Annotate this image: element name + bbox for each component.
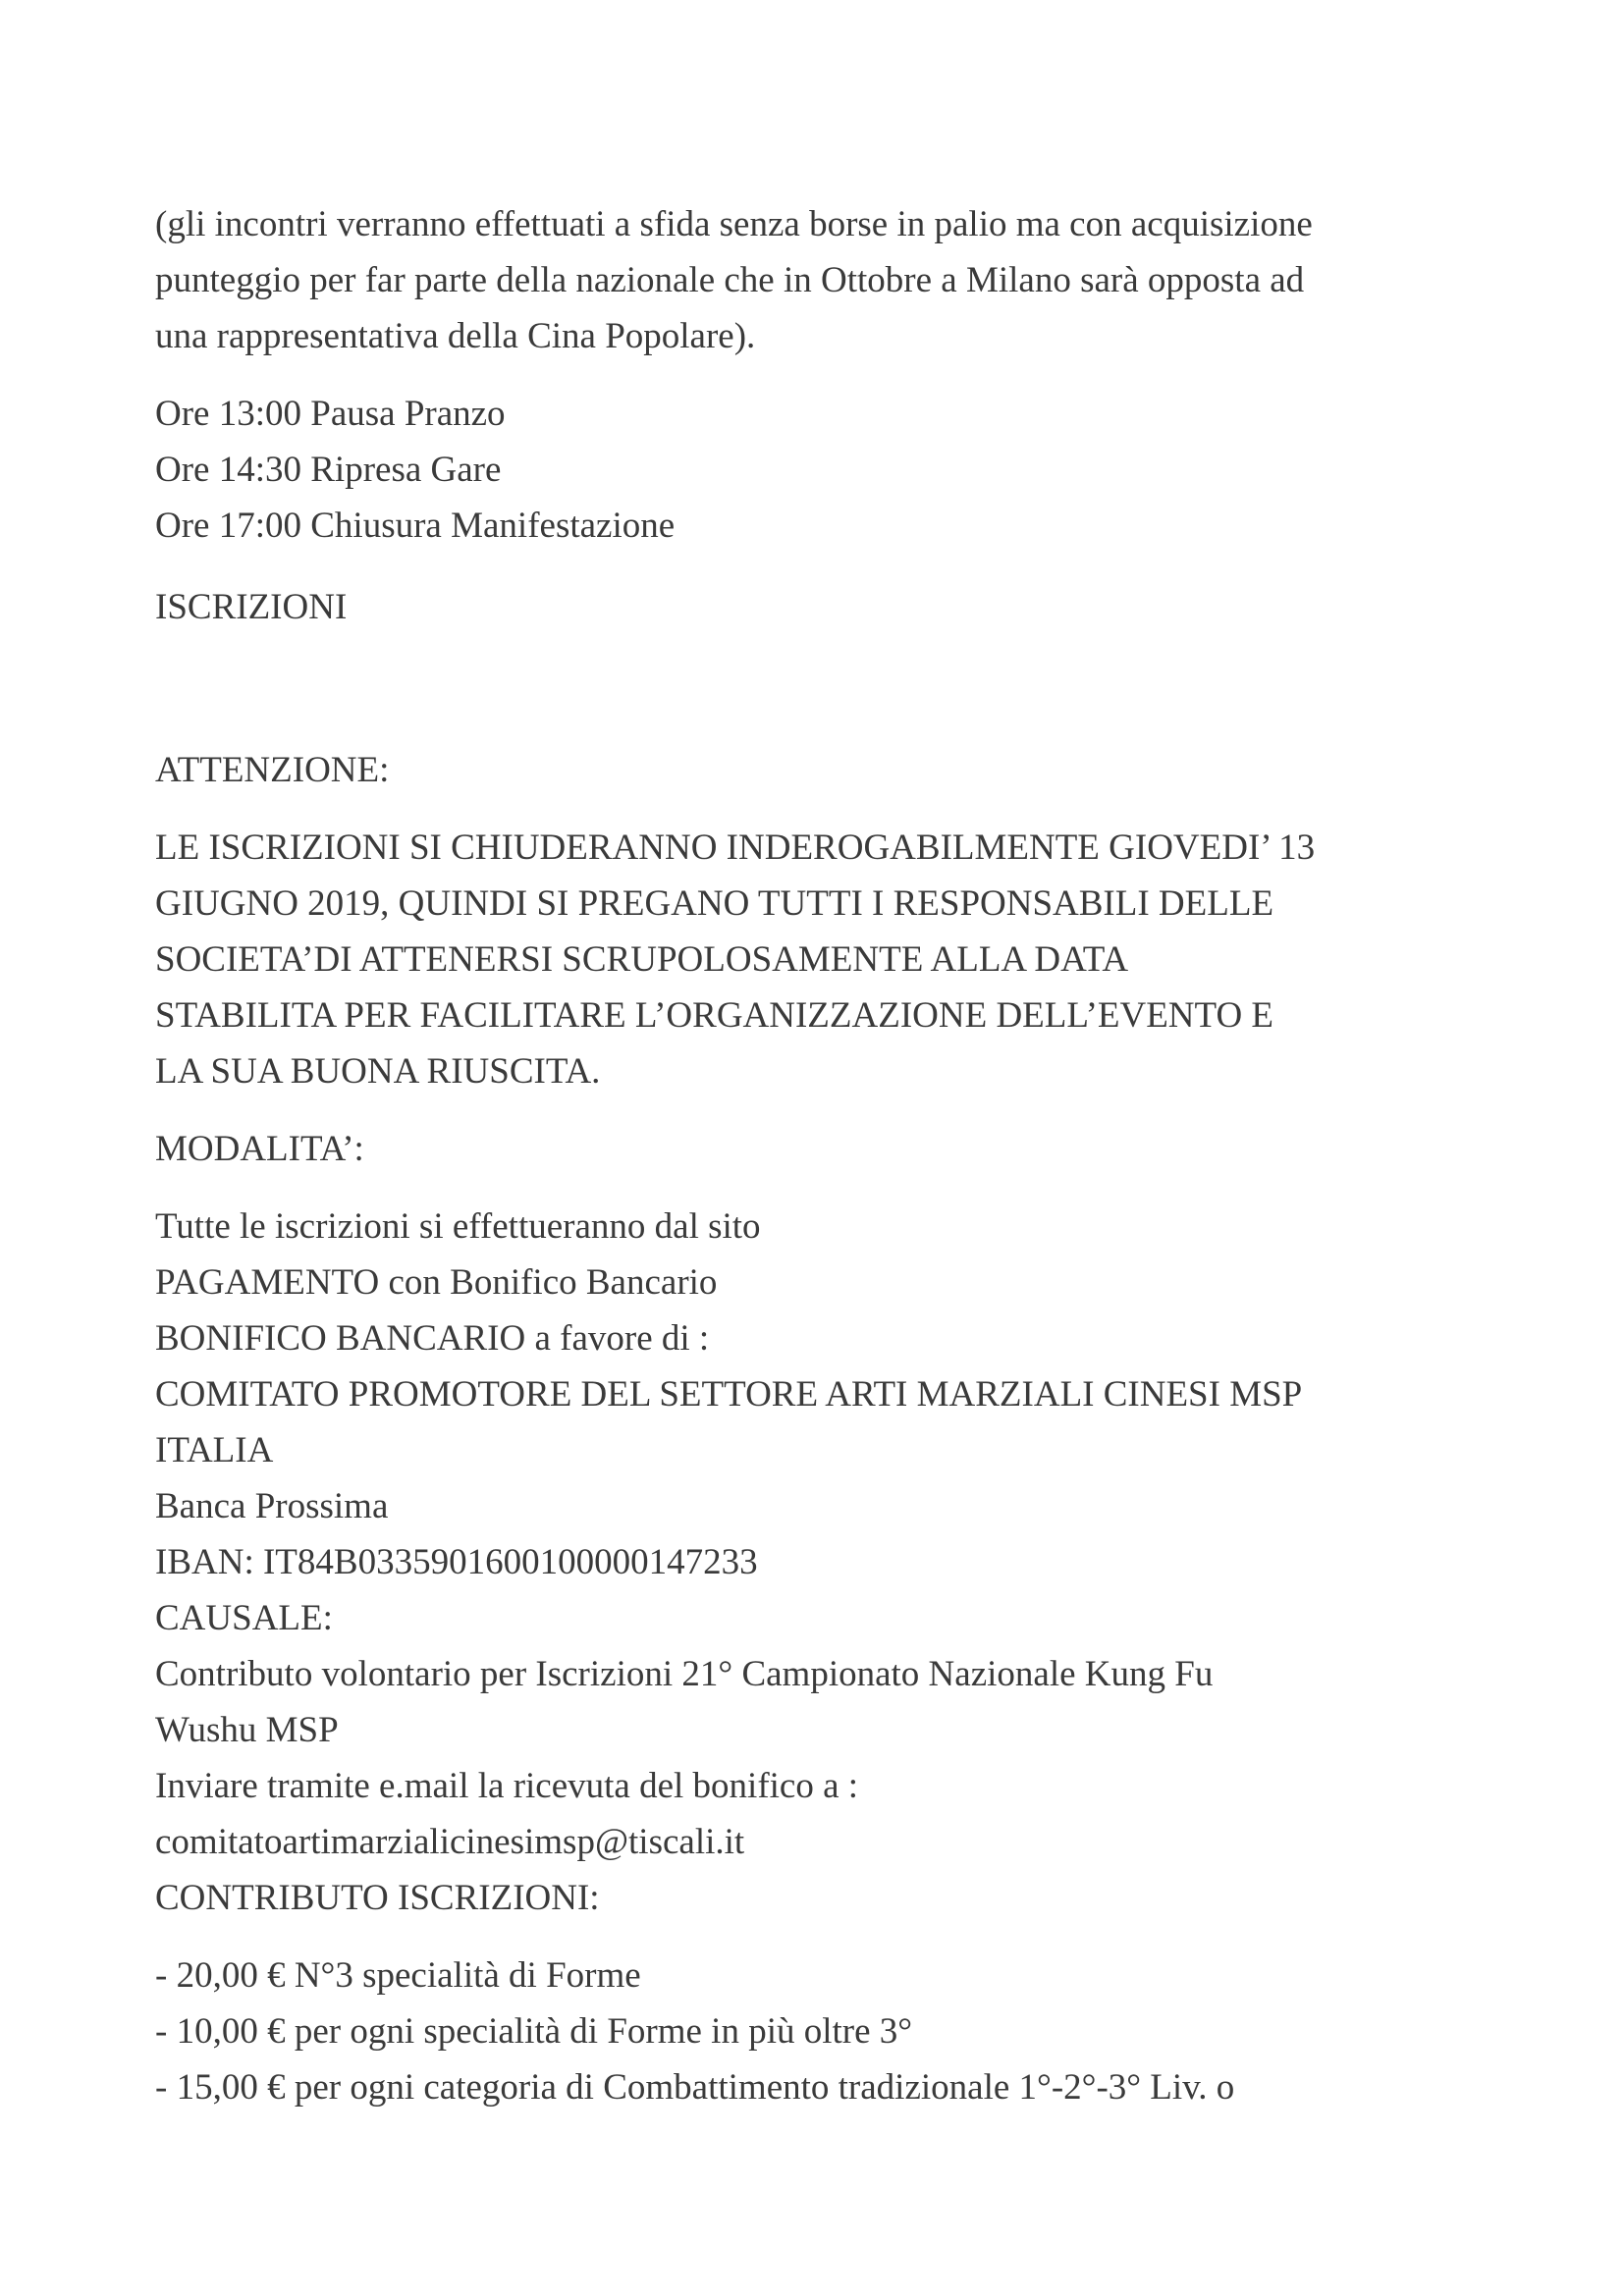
text-line: Tutte le iscrizioni si effettueranno dal sito — [155, 1206, 761, 1247]
schedule-paragraph — [155, 386, 1490, 554]
modalita-heading — [155, 1121, 1490, 1177]
schedule-item: Ore 17:00 Chiusura Manifestazione — [155, 506, 676, 546]
text-line: Banca Prossima — [155, 1486, 389, 1526]
text-line: una rappresentativa della Cina Popolare). — [155, 316, 756, 356]
attenzione-heading — [155, 742, 1490, 798]
text-line: GIUGNO 2019, QUINDI SI PREGANO TUTTI I RESPONSABILI DELLE — [155, 883, 1274, 924]
modalita-paragraph — [155, 1199, 1490, 1926]
text-line: SOCIETA’DI ATTENERSI SCRUPOLOSAMENTE ALLA DATA — [155, 939, 1129, 980]
text-line: Wushu MSP — [155, 1710, 339, 1750]
text-line: ITALIA — [155, 1430, 274, 1470]
list-item: - 20,00 € N°3 specialità di Forme — [155, 1955, 641, 1996]
attenzione-paragraph — [155, 820, 1490, 1099]
list-item: - 10,00 € per ogni specialità di Forme in più oltre 3° — [155, 2011, 913, 2052]
text-line: BONIFICO BANCARIO a favore di : — [155, 1318, 710, 1359]
text-line: LE ISCRIZIONI SI CHIUDERANNO INDEROGABILMENTE GIOVEDI’ 13 — [155, 828, 1316, 868]
text-line: PAGAMENTO con Bonifico Bancario — [155, 1262, 718, 1303]
iscrizioni-heading-text: ISCRIZIONI — [155, 587, 348, 627]
list-item: - 15,00 € per ogni categoria di Combattimento tradizionale 1°-2°-3° Liv. o — [155, 2067, 1235, 2108]
text-line: punteggio per far parte della nazionale che in Ottobre a Milano sarà opposta ad — [155, 260, 1305, 300]
intro-paragraph — [155, 196, 1490, 364]
text-line: CONTRIBUTO ISCRIZIONI: — [155, 1878, 600, 1918]
iscrizioni-heading — [155, 579, 1490, 635]
schedule-item: Ore 13:00 Pausa Pranzo — [155, 394, 506, 434]
attenzione-heading-text: ATTENZIONE: — [155, 750, 390, 790]
text-line: CAUSALE: — [155, 1598, 333, 1638]
text-line: Inviare tramite e.mail la ricevuta del bonifico a : — [155, 1766, 859, 1806]
text-line: Contributo volontario per Iscrizioni 21° Campionato Nazionale Kung Fu — [155, 1654, 1214, 1694]
text-line: STABILITA PER FACILITARE L’ORGANIZZAZIONE DELL’EVENTO E — [155, 995, 1274, 1036]
text-line: LA SUA BUONA RIUSCITA. — [155, 1051, 601, 1092]
schedule-item: Ore 14:30 Ripresa Gare — [155, 450, 502, 490]
contributi-list — [155, 1948, 1490, 2115]
modalita-heading-text: MODALITA’: — [155, 1129, 364, 1169]
email-address: comitatoartimarzialicinesimsp@tiscali.it — [155, 1822, 745, 1862]
text-line: (gli incontri verranno effettuati a sfida senza borse in palio ma con acquisizione — [155, 204, 1313, 244]
document-body — [155, 196, 1490, 2115]
iban-line: IBAN: IT84B0335901600100000147233 — [155, 1542, 758, 1582]
text-line: COMITATO PROMOTORE DEL SETTORE ARTI MARZIALI CINESI MSP — [155, 1374, 1303, 1415]
